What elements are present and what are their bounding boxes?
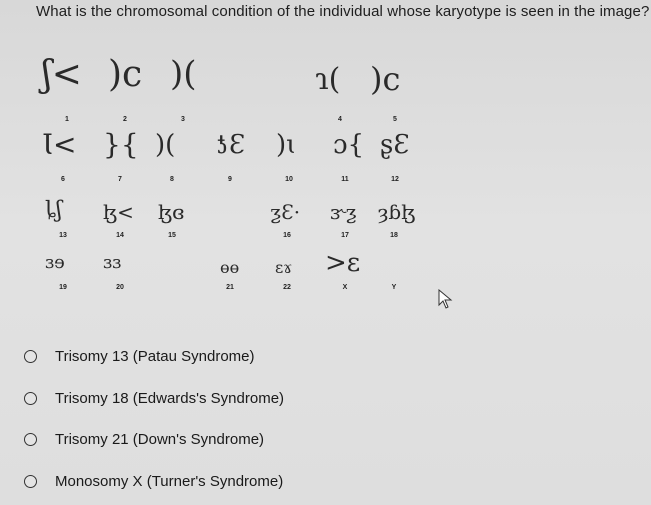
option-trisomy-13[interactable] [24, 348, 255, 365]
chromosome-pair-5: )c [370, 60, 401, 98]
option-label: Trisomy 21 (Down's Syndrome) [55, 431, 265, 448]
option-trisomy-21[interactable] [24, 431, 264, 448]
radio-button[interactable] [24, 392, 37, 405]
karyotype-label: 10 [285, 176, 293, 183]
karyotype-label: 14 [116, 232, 124, 239]
chromosome-pair-10: )ɩ [276, 130, 297, 160]
karyotype-label: 15 [168, 232, 176, 239]
option-label: Trisomy 18 (Edwards's Syndrome) [55, 390, 285, 407]
option-monosomy-x[interactable] [24, 473, 283, 490]
chromosome-pair-7: }{ [103, 128, 139, 161]
chromosome-pair-15: ɮɞ [158, 200, 185, 224]
chromosome-pair-22: ɛɤ [275, 258, 293, 277]
chromosome-pair-18: ȝɓɮ [378, 200, 416, 224]
chromosome-pair-3: )( [170, 54, 197, 94]
karyotype-label: Y [391, 284, 397, 291]
chromosome-pair-6: Ɩ< [42, 128, 77, 161]
karyotype-label: 20 [116, 284, 124, 291]
radio-button[interactable] [24, 350, 37, 363]
chromosome-pair-11: ɔ{ [333, 130, 365, 160]
karyotype-label: 2 [123, 116, 127, 123]
karyotype-label: 18 [390, 232, 398, 239]
karyotype-label: 8 [170, 176, 174, 183]
chromosome-pair-21: ɵɵ [220, 258, 240, 277]
chromosome-pair-4: ɿ( [315, 62, 341, 97]
radio-button[interactable] [24, 433, 37, 446]
karyotype-label: 5 [393, 116, 397, 123]
karyotype-label: 9 [228, 176, 232, 183]
chromosome-pair-12: ʂƐ [380, 130, 410, 160]
karyotype-label: 13 [59, 232, 67, 239]
karyotype-label: 7 [118, 176, 122, 183]
karyotype-label: 12 [391, 176, 399, 183]
karyotype-label: 1 [65, 116, 69, 123]
chromosome-pair-17: ɝƺ [330, 200, 357, 224]
karyotype-label: 16 [283, 232, 291, 239]
karyotype-label: 19 [59, 284, 67, 291]
chromosome-pair-13: ȴʃ [45, 198, 62, 223]
karyotype-label: 4 [338, 116, 342, 123]
chromosome-x: >ɛ [325, 248, 361, 278]
chromosome-pair-9: ƾƐ [215, 130, 246, 160]
karyotype-label: 22 [283, 284, 291, 291]
chromosome-pair-14: ɮ< [103, 200, 134, 224]
karyotype-label: 3 [181, 116, 185, 123]
chromosome-pair-16: ƺƐ· [270, 200, 301, 224]
karyotype-image [0, 40, 651, 310]
chromosome-pair-8: )( [155, 130, 176, 160]
chromosome-pair-2: )c [108, 54, 143, 95]
option-label: Monosomy X (Turner's Syndrome) [55, 473, 284, 490]
chromosome-pair-1: ʃ< [42, 54, 82, 95]
karyotype-label: 11 [341, 176, 349, 183]
karyotype-label: 21 [226, 284, 234, 291]
karyotype-label: X [342, 284, 348, 291]
radio-button[interactable] [24, 475, 37, 488]
question-text: What is the chromosomal condition of the individual whose karyotype is seen in the image? [36, 3, 650, 20]
karyotype-label: 6 [61, 176, 65, 183]
option-label: Trisomy 13 (Patau Syndrome) [55, 348, 255, 365]
chromosome-pair-19: ɜɘ [45, 252, 65, 273]
karyotype-label: 17 [341, 232, 349, 239]
option-trisomy-18[interactable] [24, 390, 284, 407]
mouse-pointer-icon [438, 289, 454, 309]
chromosome-pair-20: ɜɜ [103, 252, 122, 273]
